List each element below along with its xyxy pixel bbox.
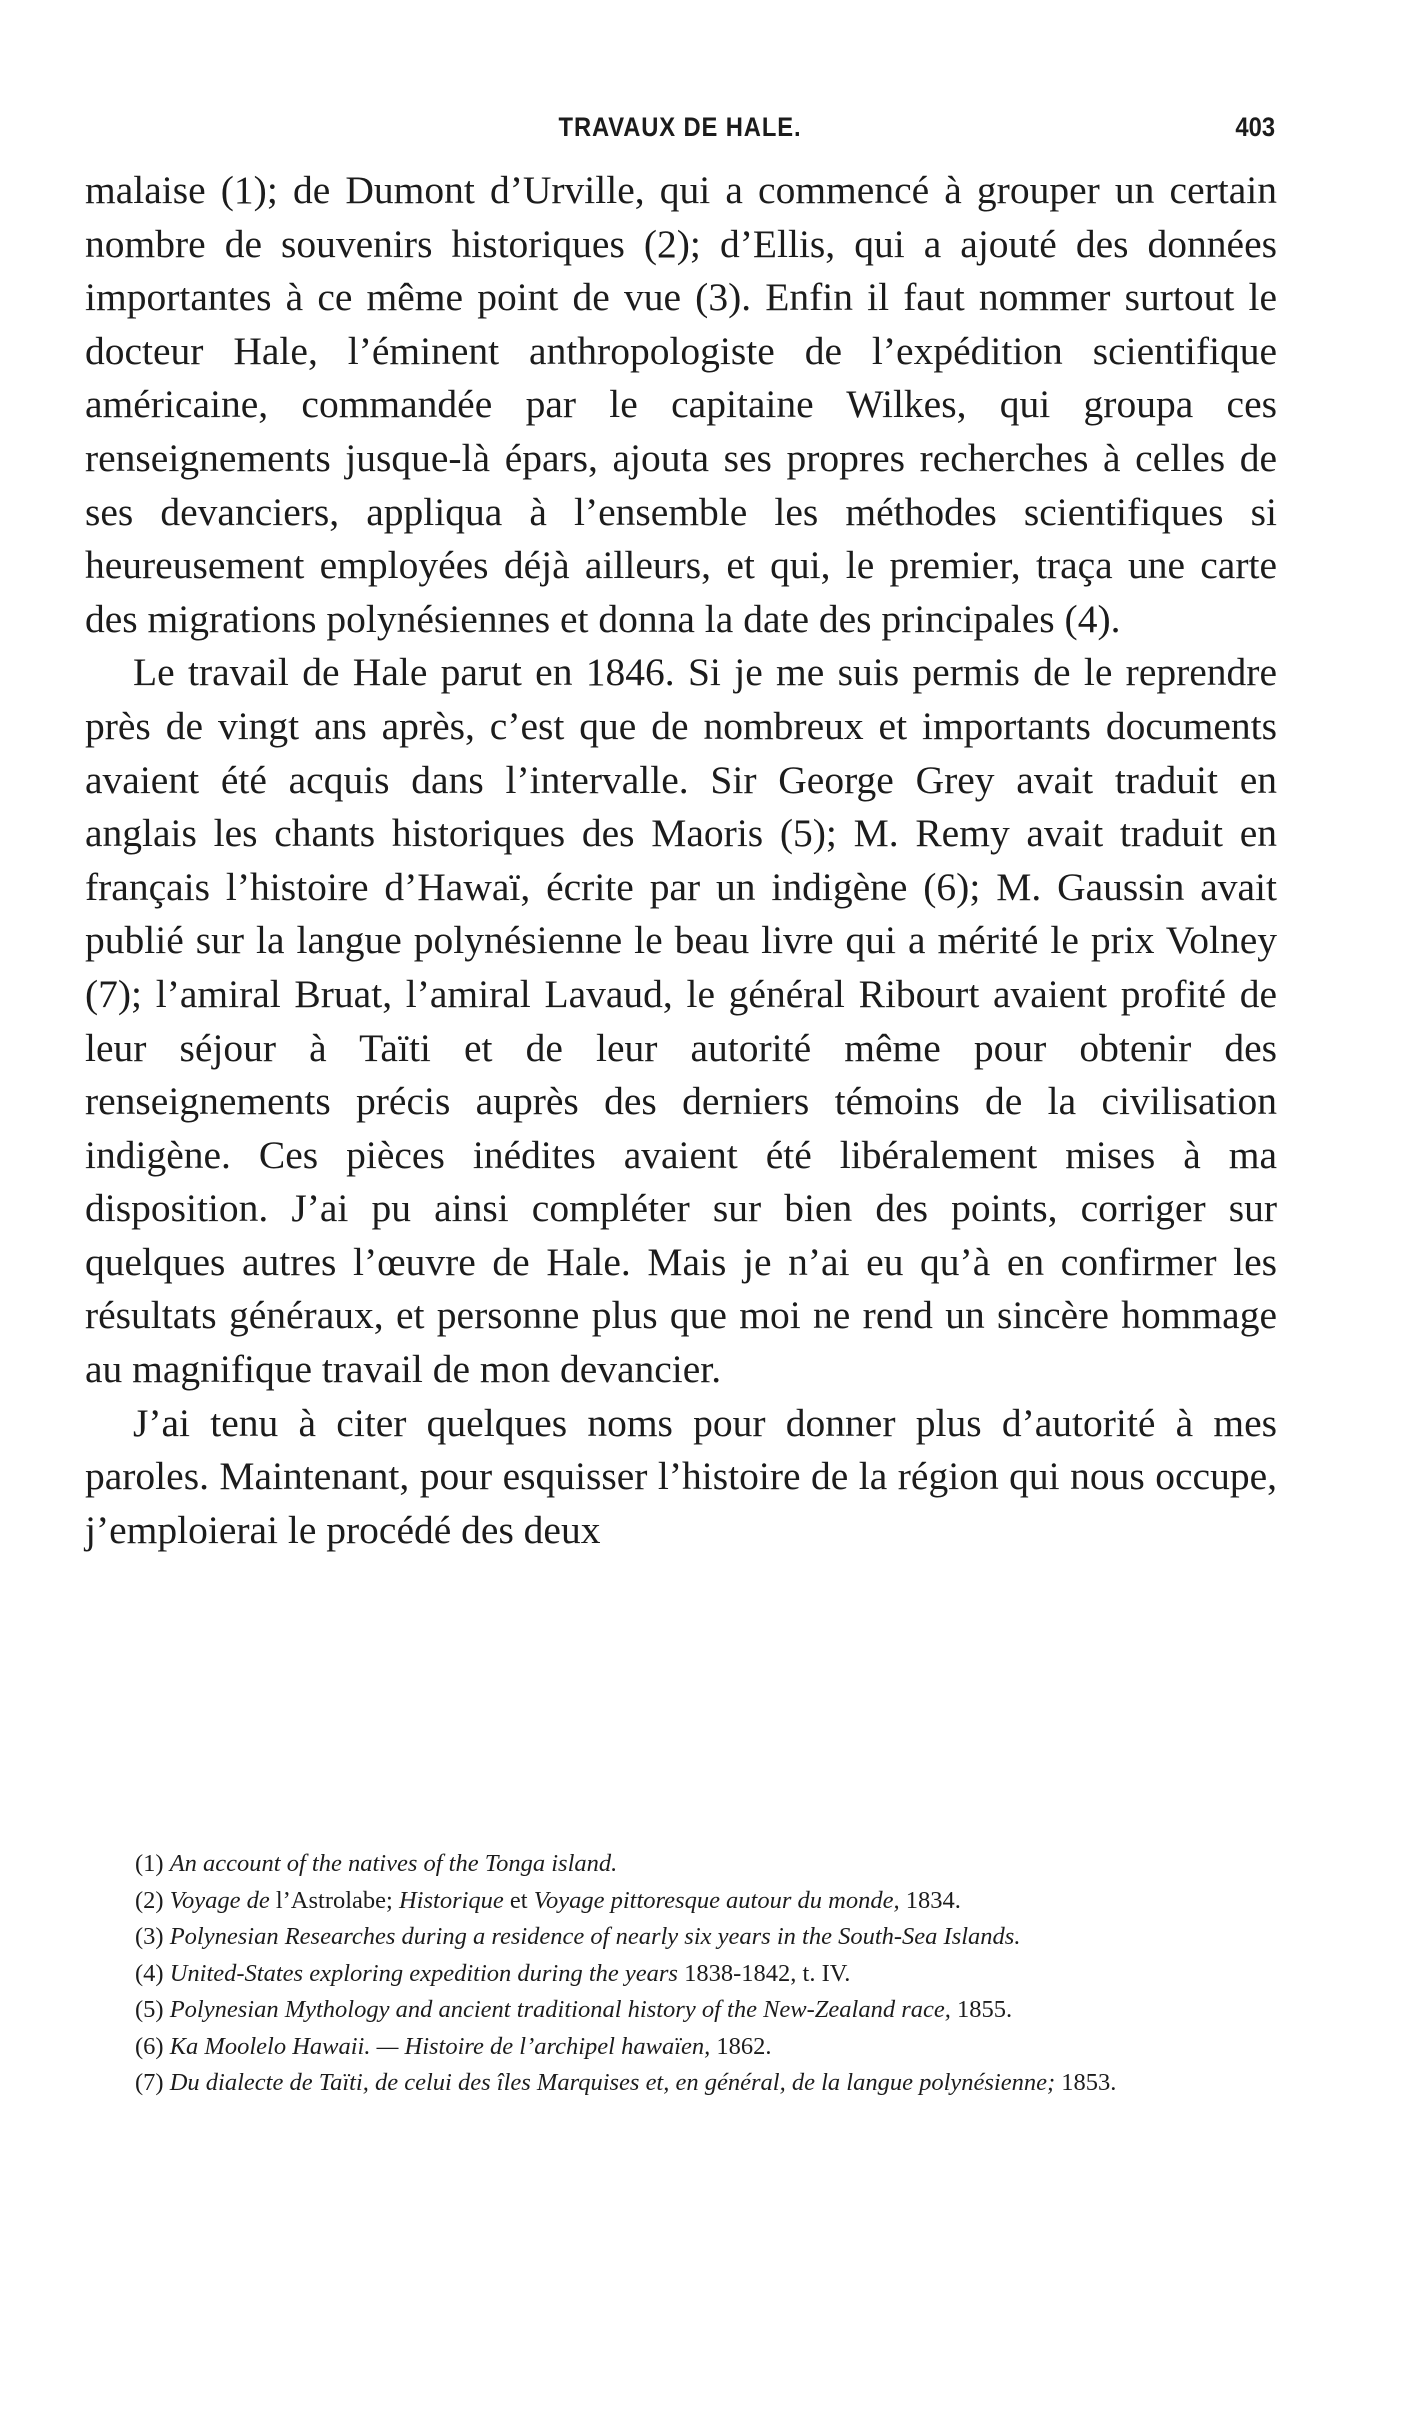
footnote-marker: (1)	[135, 1850, 164, 1877]
footnote-marker: (6)	[135, 2032, 164, 2060]
footnote-text: l’Astrolabe;	[269, 1886, 399, 1914]
paragraph-1: malaise (1); de Dumont d’Urville, qui a commencé à grouper un certain nombre de souvenirs historiques (2); d’Ellis, qui a ajouté des données importantes à ce même point de vue (3). Enfin il faut nommer surtout le docteur Hale, l’éminent anthropologiste de l’expédition scientifique américaine, commandée par le capitaine Wilkes, qui groupa ces renseignements jusque-là épars, ajouta ses propres recherches à celles de ses devanciers, appliqua à l’ensemble les méthodes scientifiques si heureusement employées déjà ailleurs, et qui, le premier, traça une carte des migrations polynésiennes et donna la date des principales (4).	[85, 168, 1277, 641]
paragraph-2: Le travail de Hale parut en 1846. Si je me suis permis de le reprendre près de vingt ans après, c’est que de nombreux et importants documents avaient été acquis dans l’intervalle. Sir George Grey avait traduit en anglais les chants historiques des Maoris (5); M. Remy avait traduit en français l’histoire d’Hawaï, écrite par un indigène (6); M. Gaussin avait publié sur la langue polynésienne le beau livre qui a mérité le prix Volney (7); l’amiral Bruat, l’amiral Lavaud, le général Ribourt avaient profité de leur séjour à Taïti et de leur autorité même pour obtenir des renseignements précis auprès des derniers témoins de la civilisation indigène. Ces pièces inédites avaient été libéralement mises à ma disposition. J’ai pu ainsi compléter sur bien des points, corriger sur quelques autres l’œuvre de Hale. Mais je n’ai eu qu’à en confirmer les résultats généraux, et personne plus que moi ne rend un sincère hommage au magnifique travail de mon devancier.	[85, 650, 1277, 1392]
footnote-text: 1838-1842, t. IV.	[677, 1959, 851, 1987]
footnotes	[93, 1846, 1278, 2102]
footnote-work-title: Polynesian Mythology and ancient traditional history of the New-Zealand race,	[169, 1996, 951, 2023]
footnote-work-title: Polynesian Researches during a residence of nearly six years in the South-Sea Islands.	[169, 1923, 1021, 1950]
footnote-4	[93, 1956, 1278, 1993]
footnote-work-title: United-States exploring expedition during the years	[169, 1959, 678, 1987]
footnote-work-title: An account of the natives of the Tonga island.	[169, 1850, 618, 1877]
footnote-text: 1834.	[899, 1886, 961, 1914]
footnote-3	[93, 1919, 1278, 1956]
footnote-marker: (4)	[135, 1959, 164, 1987]
footnote-work-title: Du dialecte de Taïti, de celui des îles Marquises et, en général, de la langue polynésienne;	[169, 2069, 1056, 2096]
footnote-work-title: Voyage de	[169, 1886, 270, 1914]
footnote-marker: (5)	[135, 1996, 164, 2023]
footnote-work-title: Ka Moolelo Hawaii. — Histoire de l’archipel hawaïen,	[169, 2032, 711, 2060]
footnote-marker: (7)	[135, 2069, 164, 2096]
footnote-1	[93, 1846, 1278, 1883]
footnote-text: 1862.	[710, 2032, 772, 2060]
footnote-2	[93, 1883, 1278, 1920]
footnote-text: 1853.	[1055, 2069, 1117, 2096]
footnote-work-title: Voyage pittoresque autour du monde,	[533, 1886, 900, 1914]
footnote-text: 1855.	[950, 1996, 1013, 2023]
footnote-marker: (2)	[135, 1886, 164, 1914]
footnote-text: et	[503, 1886, 534, 1914]
running-title: TRAVAUX DE HALE.	[558, 112, 802, 142]
footnote-5	[93, 1992, 1278, 2029]
footnote-6	[93, 2029, 1278, 2066]
footnote-work-title: Historique	[398, 1886, 504, 1914]
footnote-marker: (3)	[135, 1923, 164, 1950]
page-number: 403	[1235, 112, 1275, 142]
running-head	[85, 112, 1275, 152]
footnote-7	[93, 2065, 1278, 2102]
paragraph-3: J’ai tenu à citer quelques noms pour donner plus d’autorité à mes paroles. Maintenant, pour esquisser l’histoire de la région qui nous occupe, j’emploierai le procédé des deux	[85, 1400, 1277, 1552]
body-text	[85, 164, 1277, 1557]
